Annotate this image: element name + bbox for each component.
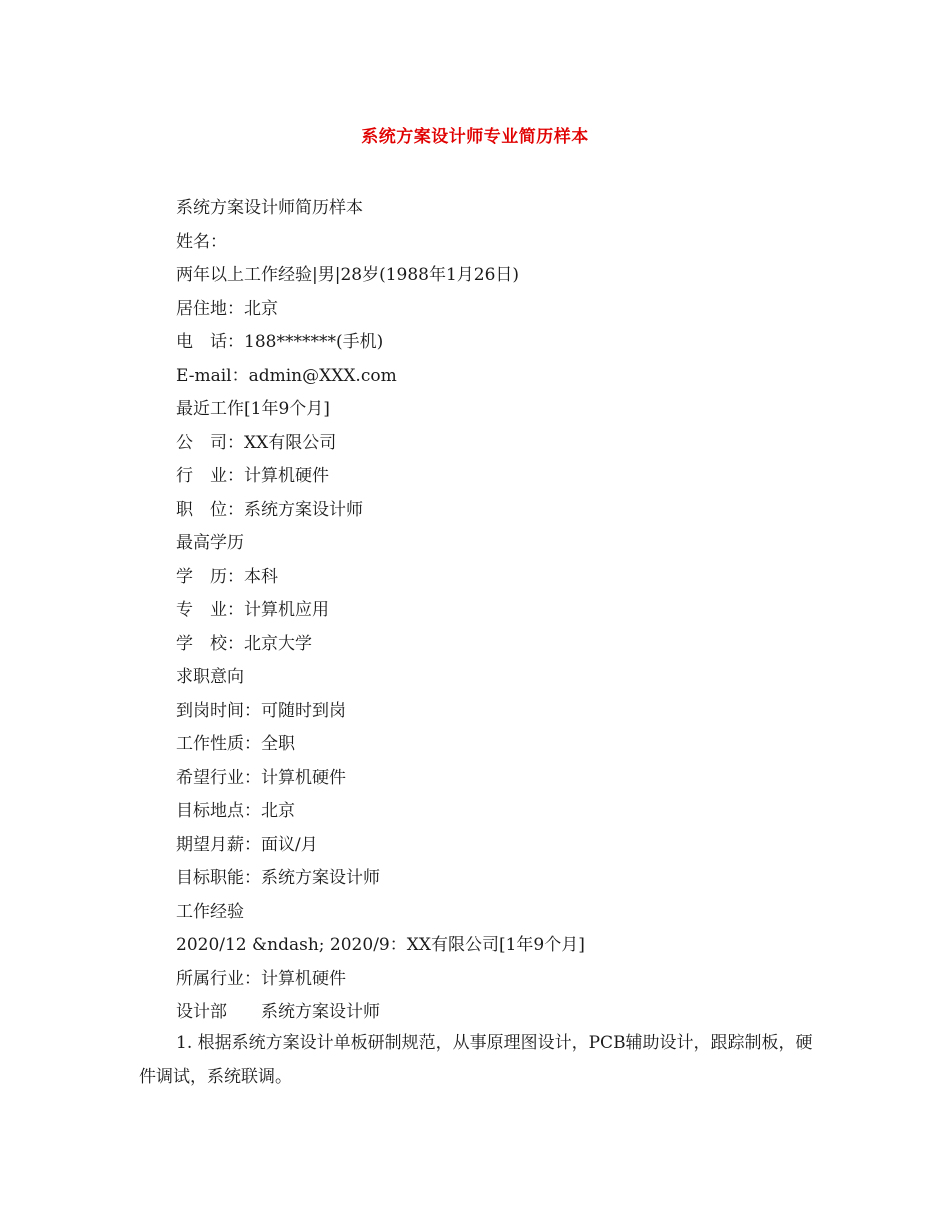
work-industry-line: 所属行业：计算机硬件: [176, 968, 346, 989]
duty-paragraph: 1. 根据系统方案设计单板研制规范，从事原理图设计，PCB辅助设计，跟踪制板，硬件调试，系统联调。: [139, 1033, 813, 1087]
school-line: 学 校：北京大学: [176, 633, 312, 654]
expected-salary-line: 期望月薪：面议/月: [176, 834, 318, 855]
work-period-line: 2020/12 &ndash; 2020/9：XX有限公司[1年9个月]: [176, 935, 585, 955]
work-experience-heading: 工作经验: [176, 901, 244, 922]
availability-line: 到岗时间：可随时到岗: [176, 700, 346, 721]
recent-work-heading: 最近工作[1年9个月]: [176, 399, 330, 419]
email-line: E-mail：admin@XXX.com: [176, 365, 397, 386]
desired-industry-line: 希望行业：计算机硬件: [176, 767, 346, 788]
resume-lines: [176, 192, 856, 1030]
job-type-line: 工作性质：全职: [176, 734, 295, 754]
experience-summary-line: 两年以上工作经验|男|28岁(1988年1月26日): [176, 265, 520, 285]
job-intention-heading: 求职意向: [176, 667, 244, 687]
department-line: 设计部 系统方案设计师: [176, 1002, 380, 1022]
degree-line: 学 历：本科: [176, 566, 278, 587]
residence-line: 居住地：北京: [176, 298, 278, 319]
name-line: 姓名：: [176, 231, 227, 252]
company-line: 公 司：XX有限公司: [176, 432, 337, 453]
target-location-line: 目标地点：北京: [176, 801, 295, 821]
phone-line: 电 话：188*******(手机): [176, 332, 384, 352]
major-line: 专 业：计算机应用: [176, 600, 329, 620]
education-heading: 最高学历: [176, 533, 244, 553]
resume-heading: 系统方案设计师简历样本: [176, 198, 363, 218]
document-title: 系统方案设计师专业简历样本: [361, 127, 589, 147]
target-function-line: 目标职能：系统方案设计师: [176, 868, 380, 888]
position-line: 职 位：系统方案设计师: [176, 499, 363, 520]
industry-line: 行 业：计算机硬件: [176, 466, 329, 486]
